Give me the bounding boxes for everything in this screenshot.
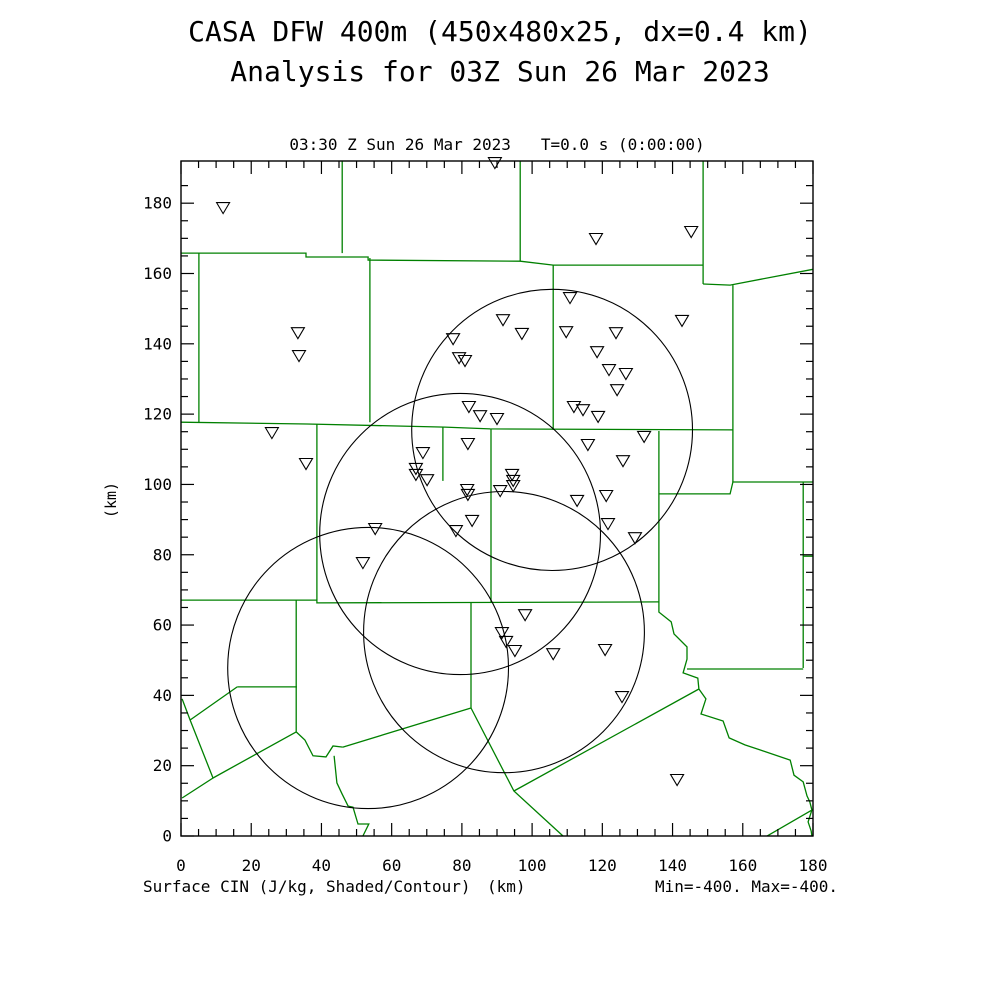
county-boundary-line — [343, 708, 471, 747]
station-marker-icon — [581, 440, 594, 451]
station-marker-icon — [356, 558, 369, 569]
x-tick-label: 0 — [176, 856, 186, 875]
station-marker-icon — [291, 328, 304, 339]
station-marker-icon — [603, 365, 616, 376]
station-marker-icon — [619, 369, 632, 380]
station-marker-icon — [461, 439, 474, 450]
station-marker-icon — [600, 491, 613, 502]
station-marker-icon — [564, 293, 577, 304]
y-tick-label: 0 — [162, 826, 172, 846]
station-marker-icon — [547, 649, 560, 660]
footer-row — [0, 877, 1000, 897]
y-tick-label: 100 — [143, 474, 172, 494]
county-boundary-line — [296, 732, 343, 757]
station-marker-icon — [617, 456, 630, 467]
county-boundary-line — [703, 269, 813, 285]
station-marker-icon — [602, 519, 615, 530]
x-tick-label: 80 — [452, 856, 472, 875]
county-boundary-line — [213, 732, 296, 778]
x-tick-label: 120 — [587, 856, 617, 875]
county-boundary-line — [699, 689, 812, 836]
station-marker-icon — [611, 385, 624, 396]
station-marker-icon — [676, 315, 689, 326]
y-axis-unit-label: (km) — [102, 481, 120, 519]
county-boundary-line — [181, 422, 733, 430]
y-tick-label: 40 — [152, 685, 172, 705]
axis-tick-labels-layer — [143, 194, 827, 875]
station-marker-icon — [638, 431, 651, 442]
station-marker-icon — [217, 203, 230, 214]
y-tick-label: 60 — [152, 615, 172, 635]
station-marker-icon — [300, 459, 313, 470]
county-boundary-line — [767, 810, 812, 836]
plot-title-line2: Analysis for 03Z Sun 26 Mar 2023 — [230, 55, 770, 88]
station-marker-icon — [599, 645, 612, 656]
station-marker-icon — [497, 315, 510, 326]
radar-range-circle — [320, 393, 601, 674]
y-tick-label: 120 — [143, 404, 172, 424]
station-marker-icon — [453, 353, 466, 364]
station-marker-icon — [488, 158, 501, 169]
minmax-caption: Min=-400. Max=-400. — [655, 877, 839, 896]
y-tick-label: 160 — [143, 264, 172, 283]
station-marker-icon — [685, 227, 698, 238]
plot-frame — [181, 161, 813, 836]
x-tick-label: 160 — [728, 856, 758, 875]
field-caption: Surface CIN (J/kg, Shaded/Contour) — [143, 877, 471, 896]
x-tick-label: 100 — [517, 856, 547, 875]
y-tick-label: 140 — [143, 334, 172, 354]
x-tick-label: 140 — [658, 856, 688, 875]
station-marker-icon — [293, 351, 306, 362]
station-marker-icon — [519, 610, 532, 621]
station-marker-icon — [590, 234, 603, 245]
forecast-timer-label: T=0.0 s (0:00:00) — [540, 135, 705, 154]
x-tick-label: 20 — [241, 856, 261, 875]
station-marker-icon — [466, 515, 479, 526]
x-tick-label: 60 — [382, 856, 402, 875]
valid-time-label: 03:30 Z Sun 26 Mar 2023 — [289, 135, 511, 154]
y-tick-label: 80 — [152, 545, 172, 565]
station-markers-layer — [217, 158, 698, 786]
station-marker-icon — [671, 775, 684, 786]
station-marker-icon — [515, 328, 528, 339]
station-marker-icon — [265, 428, 278, 439]
y-tick-label: 20 — [152, 756, 172, 776]
plot-title-line1: CASA DFW 400m (450x480x25, dx=0.4 km) — [188, 15, 812, 48]
station-marker-icon — [474, 411, 487, 422]
station-marker-icon — [416, 448, 429, 459]
x-tick-label: 40 — [311, 856, 332, 875]
y-tick-label: 180 — [143, 193, 172, 213]
station-marker-icon — [577, 405, 590, 416]
station-marker-icon — [560, 327, 573, 338]
county-boundary-line — [334, 756, 369, 836]
county-boundaries-layer — [181, 161, 813, 836]
x-axis-unit-label: (km) — [487, 877, 526, 896]
station-marker-icon — [629, 533, 642, 544]
axis-ticks-layer — [181, 161, 813, 836]
station-marker-icon — [508, 646, 521, 657]
station-marker-icon — [592, 411, 605, 422]
x-tick-label: 180 — [798, 856, 828, 875]
station-marker-icon — [591, 347, 604, 358]
station-marker-icon — [491, 414, 504, 425]
county-boundary-line — [181, 253, 703, 265]
county-boundary-line — [659, 431, 699, 689]
county-boundary-line — [181, 600, 659, 603]
station-marker-icon — [610, 328, 623, 339]
station-marker-icon — [369, 524, 382, 535]
station-marker-icon — [571, 495, 584, 506]
